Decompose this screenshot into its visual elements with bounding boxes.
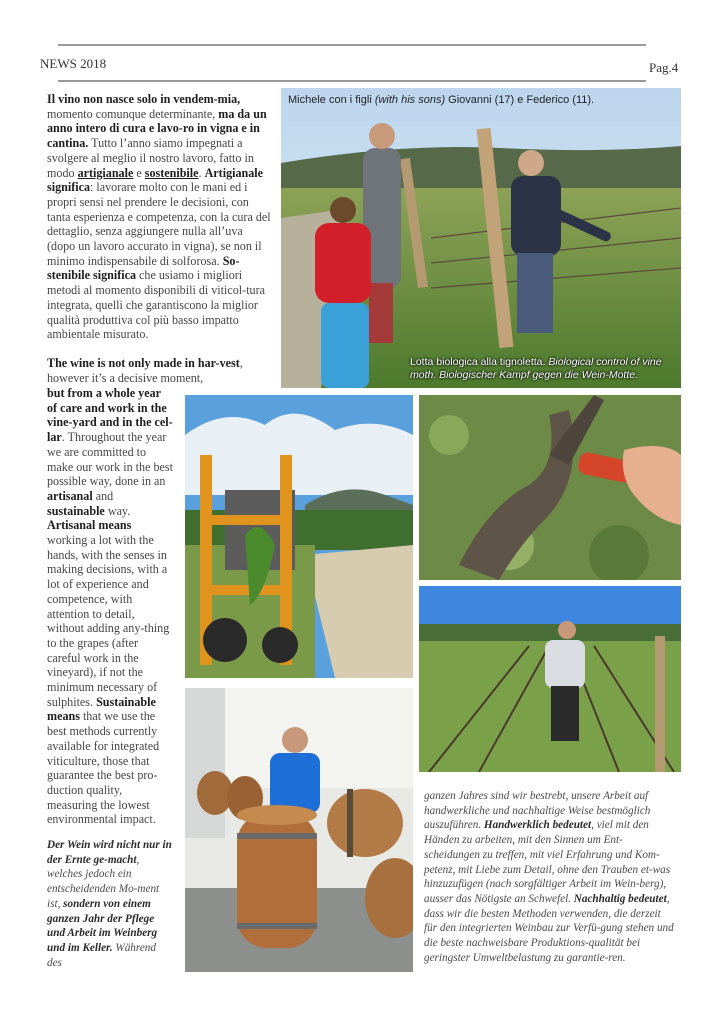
german-lead-bold: Der Wein wird nicht nur in der Ernte ge-macht	[47, 839, 172, 866]
english-sustainable-means: Sustainable means	[47, 694, 156, 724]
german-bold-2: sondern von einem ganzen Jahr der Pflege und Arbeit im Weinberg und im Keller.	[47, 897, 158, 954]
english-lead-bold: The wine is not only made in har-vest	[47, 356, 240, 370]
italian-sostenibile-significa: So-stenibile significa	[47, 253, 240, 283]
top-rule	[58, 44, 646, 46]
english-artisanal: artisanal	[47, 488, 93, 503]
vine-pruning-photo	[419, 395, 681, 580]
german-handwerklich: Handwerklich bedeutet	[483, 819, 592, 832]
italian-artigianale-significa: Artigianale significa	[47, 165, 264, 195]
italian-sostenibile: sostenibile	[144, 165, 199, 180]
barrel-cellar-photo	[185, 688, 413, 972]
header-rule	[58, 80, 646, 82]
german-continuation: ganzen Jahres sind wir bestrebt, unsere Arbeit auf handwerkliche und nachhaltige Weise bestmöglich auszuführen. Handwerklich bedeutet, viel mit den Händen zu arbeiten, mit den Sinnen um Ent-scheidungen zu treffen, mit viel Erfahrung und Kom-petenz, mit Liebe zum Detail, ohne den Trauben et-was hinzuzufügen (nach sorgfältiger Arbeit im Wein-berg), ausser das Nötigste an Schwefel. Nachhaltig bedeutet, dass wir die besten Methoden verwenden, die derzeit für den integrierten Weinbau zur Verfü-gung stehen und die beste nachweisbare Produktions-qualität bei geringster Umweltbelastung zu garantie-ren.	[424, 790, 674, 964]
german-nachhaltig: Nachhaltig bedeutet	[573, 892, 667, 905]
english-paragraph: but from a whole year of care and work in the vine-yard and in the cel-lar. Throughout the year we are committed to make our work in the best possible way, done in an artisanal and sustainable way. Artisanal means working a lot with the hands, with the senses in making decisions, with a lot of experience and competence, with attention to detail, without adding any-thing to the grapes (after careful work in the vineyard), if not the minimum necessary of sulphites. Sustainable means that we use the best methods currently available for integrated viticulture, those that guarantee the best pro-duction quality, measuring the lowest environmental impact.	[47, 386, 173, 827]
page-number: Pag.4	[649, 60, 679, 75]
newsletter-label: NEWS 2018	[40, 56, 107, 71]
tractor-photo	[185, 395, 413, 678]
english-sustainable: sustainable	[47, 503, 105, 518]
english-bold-2: but from a whole year of care and work in the vine-yard and in the cel-lar	[47, 386, 173, 445]
italian-artigianale: artigianale	[77, 165, 134, 180]
italian-paragraph: Il vino non nasce solo in vendem-mia, momento comunque determinante, ma da un anno intero di cura e lavo-ro in vigna e in cantina. Tutto l’anno siamo impegnati a svolgere al meglio il nostro lavoro, fatto in modo artigianale e sostenibile. Artigianale significa: lavorare molto con le mani ed i propri sensi nel prendere le decisioni, con tanta esperienza e competenza, con la cura del dettaglio, senza aggiungere nulla all’uva (dopo un lavoro accurato in vigna), se non il minimo indispensabile di solforosa. So-stenibile significa che usiamo i migliori metodi al momento disponibili di viticol-tura integrata, quelli che garantiscono la miglior qualità produttiva col più basso impatto ambientale misurato.	[47, 92, 271, 342]
italian-lead-bold-2: ma da un anno intero di cura e lavo-ro in vigna e in cantina.	[47, 106, 267, 151]
family-photo-caption: Michele con i figli (with his sons) Giovanni (17) e Federico (11).	[288, 94, 595, 106]
family-vineyard-photo	[281, 88, 681, 388]
italian-lead-bold: Il vino non nasce solo in vendem-mia,	[47, 92, 241, 106]
english-lead: The wine is not only made in har-vest, however it’s a decisive moment,	[47, 356, 243, 385]
english-artisanal-means: Artisanal means	[47, 518, 132, 533]
german-paragraph: Der Wein wird nicht nur in der Ernte ge-macht, welches jedoch ein entscheidenden Mo-ment ist, sondern von einem ganzen Jahr der Pflege und Arbeit im Weinberg und im Keller. Während des	[47, 839, 172, 969]
family-photo-overlay-caption: Lotta biologica alla tignoletta. Biological control of vine moth. Biologischer Kampf gegen die Wein-Motte.	[410, 356, 662, 381]
vineyard-rows-photo	[419, 586, 681, 772]
